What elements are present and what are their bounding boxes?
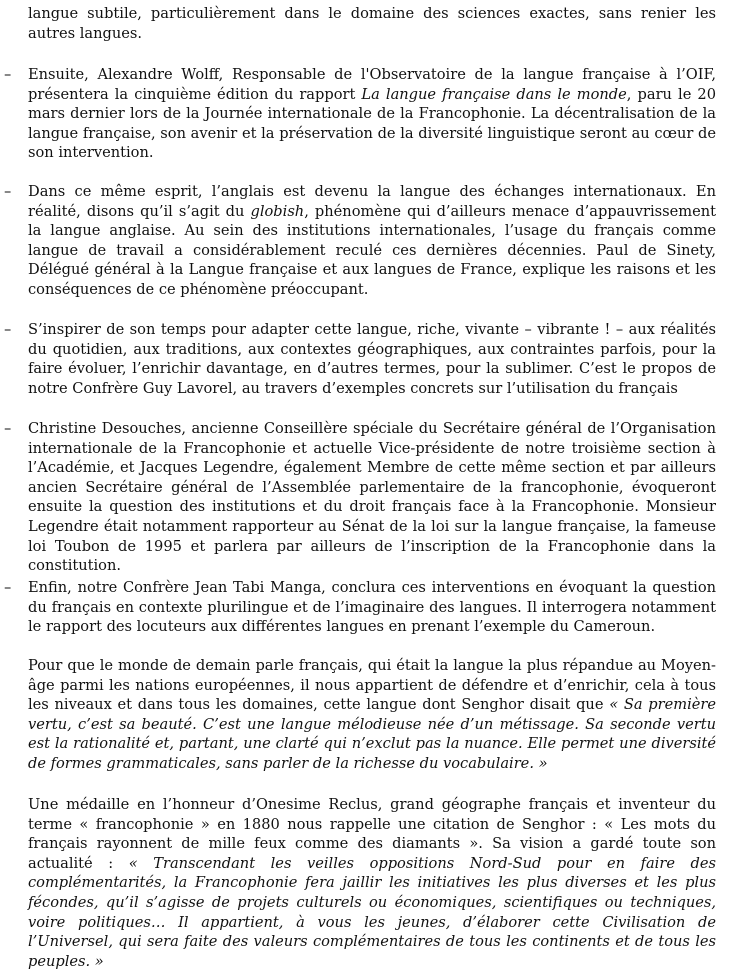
- paragraph-intro: langue subtile, particulièrement dans le domaine des sciences exactes, sans renier les autres langues.: [28, 5, 716, 42]
- list-item-lavorel: [28, 320, 716, 398]
- text-run: Christine Desouches, ancienne Conseillère spéciale du Secrétaire général de l’Organisation internationale de la Francophonie et actuelle Vice-présidente de notre troisième section à l’Académie, et Jacques Legendre, également Membre de cette même section et par ailleurs ancien Secrétaire général de l’Assemblée parlementaire de la francophonie, évoqueront ensuite la question des institutions et du droit français face à la Francophonie. Monsieur Legendre était notamment rapporteur au Sénat de la loi sur la langue française, la fameuse loi Toubon de 1995 et parlera par ailleurs de l’inscription de la Francophonie dans la constitution.: [28, 420, 716, 575]
- senghor-quote: « Sa première vertu, c’est sa beauté. C’est une langue mélodieuse née d’un métissage. Sa seconde vertu est la rationalité et, partant, une clarté qui n’exclut pas la nuance. Elle permet une diversité de formes grammaticales, sans parler de la richesse du vocabulaire. »: [28, 696, 717, 772]
- text-run: S’inspirer de son temps pour adapter cette langue, riche, vivante – vibrante ! – aux réalités du quotidien, aux traditions, aux contextes géographiques, aux contraintes parfois, pour la faire évoluer, l’enrichir davantage, en d’autres termes, pour la sublimer. C’est le propos de notre Confrère Guy Lavorel, au travers d’exemples concrets sur l’utilisation du français: [28, 321, 716, 397]
- text-run: , phénomène qui d’ailleurs menace d’appauvrissement la langue anglaise. Au sein des institutions internationales, l’usage du français comme langue de travail a considérablement reculé ces dernières décennies. Paul de Sinety, Délégué général à la Langue française et aux langues de France, explique les raisons et les conséquences de ce phénomène préoccupant.: [28, 202, 716, 298]
- paragraph-medaille: [28, 795, 716, 971]
- bullet-dash: –: [4, 579, 12, 596]
- bullet-dash: –: [4, 420, 12, 437]
- list-item-wolff: [28, 65, 716, 163]
- bullet-dash: –: [4, 183, 12, 200]
- text-run: , paru le 20 mars dernier lors de la Journée internationale de la Francophonie. La décentralisation de la langue française, son avenir et la préservation de la diversité linguistique seront au cœur de son intervention.: [28, 85, 716, 162]
- list-item-globish: [28, 182, 716, 300]
- text-run: Une médaille en l’honneur d’Onesime Reclus, grand géographe français et inventeur du terme « francophonie » en 1880 nous rappelle une citation de Senghor : « Les mots du français rayonnent de mille feux comme des diamants ». Sa vision a gardé toute son actualité :: [28, 796, 716, 872]
- bullet-dash: –: [4, 66, 12, 83]
- text-run: Dans ce même esprit, l’anglais est devenu la langue des échanges internationaux. En réalité, disons qu’il s’agit du: [28, 183, 716, 220]
- globish-term: globish: [250, 202, 305, 220]
- list-item-tabi-manga: [28, 578, 716, 637]
- senghor-vision-quote: « Transcendant les veilles oppositions Nord-Sud pour en faire des complémentarités, la Francophonie fera jaillir les initiatives les plus diverses et les plus fécondes, qu’il s’agisse de projets culturels ou économiques, scientifiques ou techniques, voire politiques… Il appartient, à vous les jeunes, d’élaborer cette Civilisation de l’Universel, qui sera faite des valeurs complémentaires de tous les continents et de tous les peuples. »: [28, 854, 716, 970]
- report-title: La langue française dans le monde: [361, 85, 627, 103]
- text-run: Pour que le monde de demain parle français, qui était la langue la plus répandue au Moyen-âge parmi les nations européennes, il nous appartient de défendre et d’enrichir, cela à tous les niveaux et dans tous les domaines, cette langue dont Senghor disait que: [28, 657, 716, 714]
- list-item-desouches: [28, 419, 716, 576]
- paragraph-senghor: [28, 656, 716, 774]
- text-run: Ensuite, Alexandre Wolff, Responsable de l'Observatoire de la langue française à l’OIF, présentera la cinquième édition du rapport: [28, 66, 716, 103]
- bullet-dash: –: [4, 321, 12, 338]
- text-run: Enfin, notre Confrère Jean Tabi Manga, conclura ces interventions en évoquant la question du français en contexte plurilingue et de l’imaginaire des langues. Il interrogera notamment le rapport des locuteurs aux différentes langues en prenant l’exemple du Cameroun.: [28, 579, 716, 636]
